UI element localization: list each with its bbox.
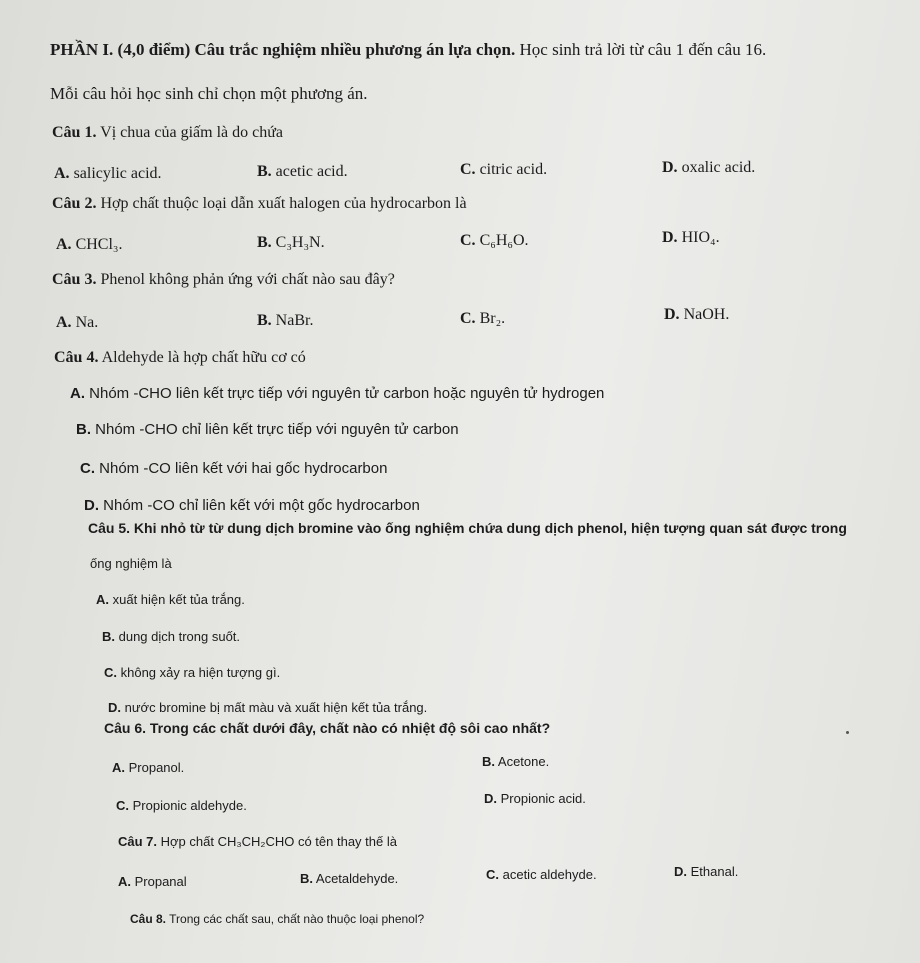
option-5d[interactable]: D. nước bromine bị mất màu và xuất hiện kết tủa trắng. — [108, 700, 428, 715]
option-6d[interactable]: D. Propionic acid. — [484, 791, 586, 806]
question-6 — [104, 718, 550, 738]
question-text: Hợp chất thuộc loại dẫn xuất halogen của hydrocarbon là — [96, 195, 467, 212]
option-2c[interactable]: C. C₆H₆O. — [460, 232, 529, 249]
section-title: PHẦN I. (4,0 điểm) Câu trắc nghiệm nhiều phương án lựa chọn. — [50, 40, 516, 59]
question-7 — [118, 832, 397, 852]
option-6a[interactable]: A. Propanol. — [112, 760, 185, 775]
option-2a[interactable]: A. CHCl₃. — [56, 236, 123, 253]
question-3 — [52, 270, 395, 290]
question-text: Aldehyde là hợp chất hữu cơ có — [98, 349, 306, 366]
option-6c[interactable]: C. Propionic aldehyde. — [116, 798, 247, 813]
question-5 — [88, 518, 847, 538]
question-text: Trong các chất sau, chất nào thuộc loại phenol? — [166, 912, 425, 926]
question-2 — [52, 194, 467, 214]
option-5b[interactable]: B. dung dịch trong suốt. — [102, 629, 241, 644]
question-8 — [130, 909, 424, 929]
question-number: Câu 8. — [130, 912, 167, 926]
option-7b[interactable]: B. Acetaldehyde. — [300, 871, 399, 886]
question-number: Câu 3. — [52, 271, 97, 288]
option-1d[interactable]: D. oxalic acid. — [662, 159, 756, 176]
option-7c[interactable]: C. acetic aldehyde. — [486, 867, 597, 882]
option-2d[interactable]: D. HIO₄. — [662, 229, 720, 246]
question-number: Câu 1. — [52, 124, 97, 141]
option-4b[interactable]: B. Nhóm -CHO chỉ liên kết trực tiếp với nguyên tử carbon — [76, 421, 459, 438]
option-4d[interactable]: D. Nhóm -CO chỉ liên kết với một gốc hydrocarbon — [84, 497, 420, 514]
question-5-continuation: ống nghiệm là — [90, 556, 172, 571]
option-5a[interactable]: A. xuất hiện kết tủa trắng. — [96, 592, 245, 607]
option-2b[interactable]: B. C₃H₃N. — [257, 234, 325, 251]
option-3c[interactable]: C. Br₂. — [460, 310, 506, 327]
option-6b[interactable]: B. Acetone. — [482, 754, 550, 769]
option-4a[interactable]: A. Nhóm -CHO liên kết trực tiếp với nguyên tử carbon hoặc nguyên tử hydrogen — [70, 385, 605, 402]
section-instruction: Học sinh trả lời từ câu 1 đến câu 16. — [515, 40, 767, 59]
question-number: Câu 5. — [88, 520, 131, 536]
question-text: Khi nhỏ từ từ dung dịch bromine vào ống nghiệm chứa dung dịch phenol, hiện tượng quan sát được trong — [130, 520, 847, 536]
question-number: Câu 6. — [104, 720, 147, 736]
question-text: Hợp chất CH₃CH₂CHO có tên thay thế là — [157, 834, 397, 849]
option-1a[interactable]: A. salicylic acid. — [54, 165, 162, 182]
question-number: Câu 4. — [54, 349, 99, 366]
option-5c[interactable]: C. không xảy ra hiện tượng gì. — [104, 665, 281, 680]
question-number: Câu 7. — [118, 834, 158, 849]
option-1c[interactable]: C. citric acid. — [460, 161, 548, 178]
question-text: Trong các chất dưới đây, chất nào có nhiệt độ sôi cao nhất? — [146, 720, 551, 736]
section-header — [50, 40, 766, 60]
ink-speck — [846, 731, 849, 734]
option-4c[interactable]: C. Nhóm -CO liên kết với hai gốc hydrocarbon — [80, 460, 388, 477]
section-instruction-2: Mỗi câu hỏi học sinh chỉ chọn một phương án. — [50, 84, 368, 103]
question-4 — [54, 348, 306, 368]
question-number: Câu 2. — [52, 195, 97, 212]
question-text: Phenol không phản ứng với chất nào sau đây? — [96, 271, 395, 288]
option-7d[interactable]: D. Ethanal. — [674, 864, 739, 879]
option-7a[interactable]: A. Propanal — [118, 874, 187, 889]
option-3a[interactable]: A. Na. — [56, 314, 99, 331]
option-3d[interactable]: D. NaOH. — [664, 306, 730, 323]
question-1 — [52, 123, 283, 143]
option-1b[interactable]: B. acetic acid. — [257, 163, 348, 180]
question-text: Vị chua của giấm là do chứa — [96, 124, 283, 141]
option-3b[interactable]: B. NaBr. — [257, 312, 314, 329]
